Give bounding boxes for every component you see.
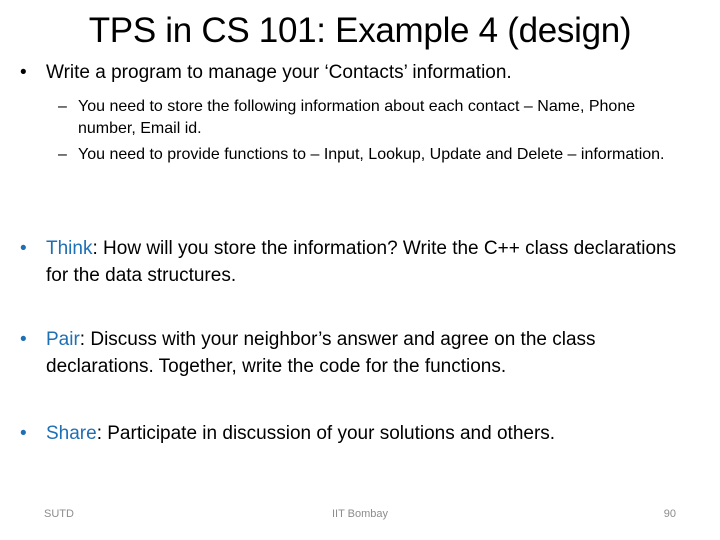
slide-title: TPS in CS 101: Example 4 (design)	[88, 11, 632, 50]
bullet-mark: •	[20, 62, 27, 83]
bullet-mark: •	[20, 329, 27, 350]
sub-bullet-mark: –	[58, 98, 67, 115]
bullet-text: Write a program to manage your ‘Contacts’ information.	[46, 62, 512, 83]
bullet-mark: •	[20, 238, 27, 259]
sub-bullet-functions	[58, 144, 688, 166]
bullet-body: : How will you store the information? Write the C++ class declarations for the data structures.	[46, 238, 677, 286]
bullet-write-program	[20, 59, 700, 86]
bullet-think	[20, 235, 700, 289]
bullet-text	[20, 235, 700, 289]
sub-bullet-text: You need to provide functions to – Input, Lookup, Update and Delete – information.	[78, 146, 665, 163]
keyword-think: Think	[46, 238, 93, 259]
bullet-body: : Participate in discussion of your solutions and others.	[96, 423, 556, 444]
keyword-share: Share	[46, 423, 97, 444]
sub-bullet-mark: –	[58, 146, 67, 163]
bullet-pair	[20, 326, 700, 380]
bullet-text	[20, 420, 700, 447]
page-number: 90	[663, 508, 676, 520]
footer-left: SUTD	[44, 508, 74, 520]
bullet-mark: •	[20, 423, 27, 444]
keyword-pair: Pair	[46, 329, 80, 350]
bullet-share	[20, 420, 700, 447]
footer-center: IIT Bombay	[331, 508, 389, 520]
bullet-body: : Discuss with your neighbor’s answer and agree on the class declarations. Together, write the code for the functions.	[46, 329, 596, 377]
sub-bullet-text: You need to store the following information about each contact – Name, Phone number, Email id.	[78, 98, 636, 137]
bullet-text	[20, 326, 700, 380]
sub-bullet-store-info	[58, 96, 688, 140]
